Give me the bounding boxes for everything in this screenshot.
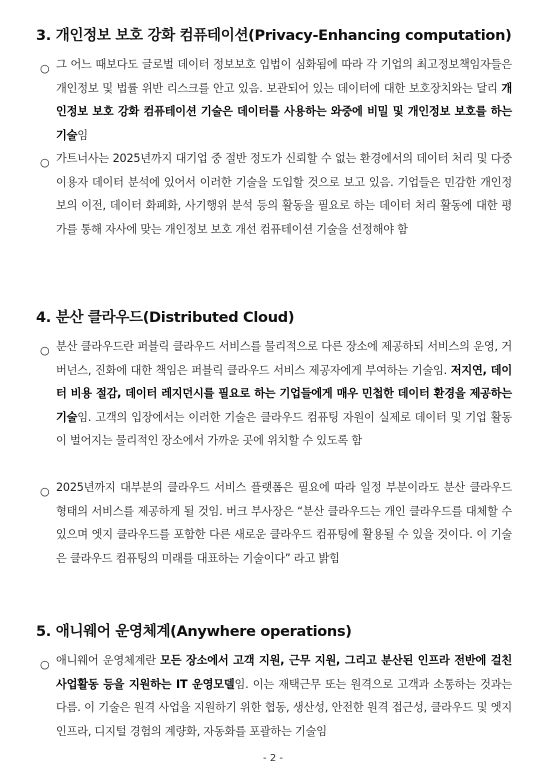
bold-text-run: 개인정보 보호 강화 컴퓨테이션 기술은 데이터를 사용하는 와중에 비밀 및 개인정보 보호를 하는 기술 (56, 81, 512, 142)
section-heading: 5. 애니웨어 운영체계(Anywhere operations) (36, 624, 352, 640)
text-run: 그 어느 때보다도 글로벌 데이터 정보보호 입법이 심화됨에 따라 각 기업의 최고정보책임자들은 개인정보 및 법률 위반 리스크를 안고 있음. 보관되어 있는 데이터에 대한 보호장치와는 달리 (56, 58, 512, 95)
page-number: - 2 - (263, 753, 283, 764)
paragraph (56, 476, 512, 570)
section-heading: 3. 개인정보 보호 강화 컴퓨테이션(Privacy-Enhancing computation) (36, 28, 512, 44)
text-run: 임 (77, 128, 88, 142)
text-run: 2025년까지 대부분의 클라우드 서비스 플랫폼은 필요에 따라 일정 부분이라도 분산 클라우드 형태의 서비스를 제공하게 될 것임. 버크 부사장은 “분산 클라우드는 개인 클라우드를 대체할 수 있으며 엣지 클라우드를 포함한 다른 새로운 클라우드 컴퓨팅에 활용될 수 있을 것이다. 이 기술은 클라우드 컴퓨팅의 미래를 대표하는 기술이다” 라고 밝힘 (56, 481, 512, 565)
text-run: 가트너사는 2025년까지 대기업 중 절반 정도가 신뢰할 수 없는 환경에서의 데이터 처리 및 다중이용자 데이터 분석에 있어서 이러한 기술을 도입할 것으로 보고 있음. 기업들은 민감한 개인정보의 이전, 데이터 화폐화, 사기행위 분석 등의 활동을 필요로 하는 데이터 처리 활동에 대한 평가를 통해 자사에 맞는 개인정보 보호 개선 컴퓨테이션 기술을 선정해야 함 (56, 152, 512, 236)
bullet-circle-icon: ○ (40, 62, 50, 75)
paragraph (56, 649, 512, 743)
bullet-circle-icon: ○ (40, 344, 50, 357)
text-run: 분산 클라우드란 퍼블릭 클라우드 서비스를 물리적으로 다른 장소에 제공하되 서비스의 운영, 거버넌스, 진화에 대한 책임은 퍼블릭 클라우드 서비스 제공자에게 부여하는 기술임. (56, 340, 512, 377)
bullet-circle-icon: ○ (40, 156, 50, 169)
paragraph (56, 147, 512, 241)
section-heading: 4. 분산 클라우드(Distributed Cloud) (36, 310, 295, 326)
paragraph (56, 335, 512, 453)
text-run: 애니웨어 운영체계란 (56, 654, 161, 667)
text-run: 임. 이는 재택근무 또는 원격으로 고객과 소통하는 것과는 다름. 이 기술은 원격 사업을 지원하기 위한 협동, 생산성, 안전한 원격 접근성, 클라우드 및 엣지 인프라, 디지털 경험의 계량화, 자동화를 포괄하는 기술임 (56, 677, 512, 738)
bold-text-run: 저지연, 데이터 비용 절감, 데이터 레지던시를 필요로 하는 기업들에게 매우 민첩한 데이터 환경을 제공하는 기술 (56, 363, 513, 424)
paragraph (56, 53, 512, 147)
text-run: 임. 고객의 입장에서는 이러한 기술은 클라우드 컴퓨팅 자원이 실제로 데이터 및 기업 활동이 벌어지는 물리적인 장소에서 가까운 곳에 위치할 수 있도록 함 (56, 410, 512, 447)
bullet-circle-icon: ○ (40, 658, 50, 671)
bold-text-run: 모든 장소에서 고객 지원, 근무 지원, 그리고 분산된 인프라 전반에 걸친 사업활동 등을 지원하는 IT 운영모델 (56, 654, 512, 691)
bullet-circle-icon: ○ (40, 485, 50, 498)
